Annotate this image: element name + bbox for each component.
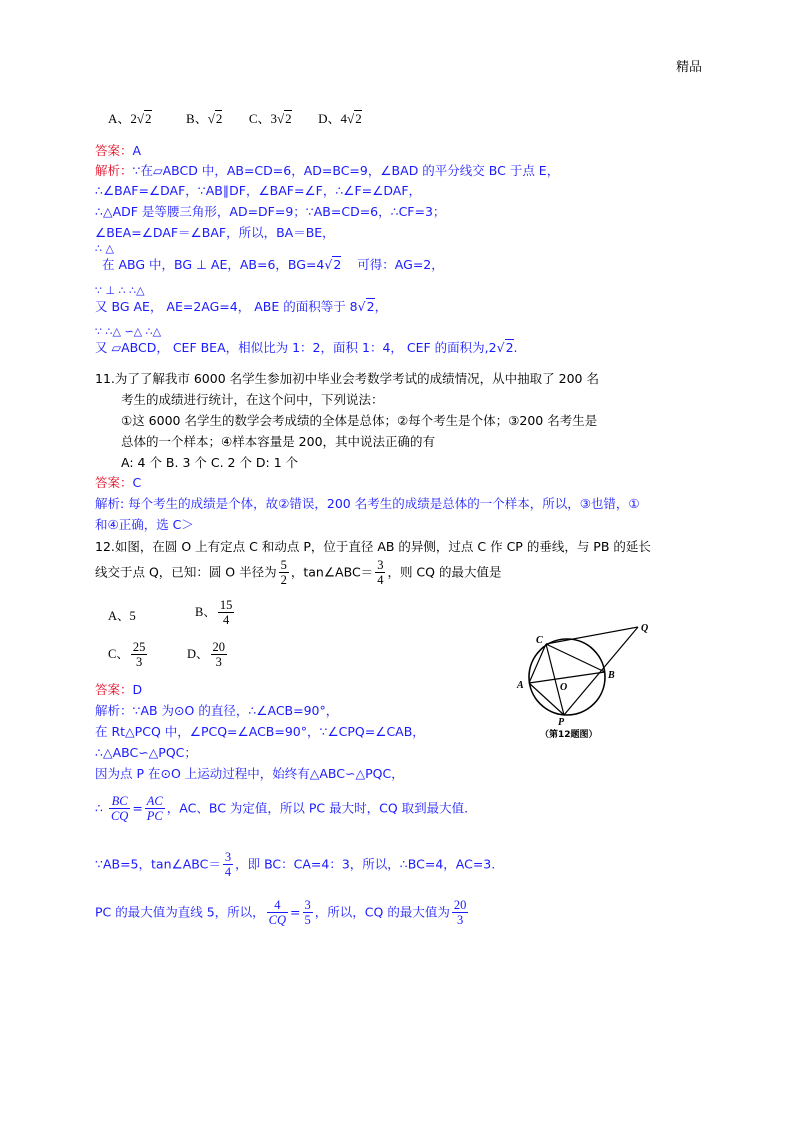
segment-cp: [546, 644, 564, 715]
q12-answer: 答案：D: [95, 682, 143, 697]
q12-line-2: 线交于点 Q，已知：圆 O 半径为 $\frac{5}{2}$ ，tan∠ABC＝ $\frac{3}{4}$ ，则 CQ 的最大值是: [95, 558, 502, 588]
header-brand: 精品: [676, 60, 703, 75]
label-c: C: [536, 635, 543, 646]
label-p: P: [558, 717, 565, 728]
label-o: O: [560, 682, 568, 693]
q12-option-a: A、5: [108, 609, 136, 623]
q12-analysis-line-1: 解析：∵AB 为⊙O 的直径，∴∠ACB=90°，: [95, 703, 339, 718]
q10-answer: 答案：A: [95, 143, 142, 158]
segment-cq: [546, 627, 638, 644]
q10-line-6-symbols: ∵ ⊥ ∴ ∴△: [95, 284, 145, 297]
q11-analysis-line-1: 解析: 每个考生的成绩是个体，故②错误，200 名考生的成绩是总体的一个样本，所以，③也错，①: [95, 496, 640, 511]
q11-options: A: 4 个 B. 3 个 C. 2 个 D: 1 个: [121, 455, 299, 470]
sqrt-symbol: √2: [136, 111, 152, 126]
q11-line-3: ①这 6000 名学生的数学会考成绩的全体是总体；②每个考生是个体；③200 名考生是: [121, 413, 598, 428]
q10-option-d: D、4: [318, 111, 348, 126]
q12-analysis-line-6: ∵AB=5，tan∠ABC＝ $\frac{3}{4}$ ，即 BC：CA=4：3，所以，∴BC=4，AC=3.: [95, 850, 496, 880]
q11-line-1: 11.为了了解我市 6000 名学生参加初中毕业会考数学考试的成绩情况，从中抽取了 200 名: [95, 371, 599, 386]
q10-analysis-line-3: ∴△ADF 是等腰三角形，AD=DF=9；∵AB=CD=6，∴CF=3；: [95, 204, 446, 219]
q12-geometry-figure: [512, 620, 662, 740]
q10-option-c: C、3: [248, 111, 278, 126]
q10-analysis-line-2: ∴∠BAF=∠DAF，∵AB∥DF，∠BAF=∠F，∴∠F=∠DAF，: [95, 183, 422, 198]
q10-analysis-line-6: 又 BG AE， AE=2AG=4， ABE 的面积等于 8√2，: [95, 299, 388, 314]
q11-line-4: 总体的一个样本；④样本容量是 200，其中说法正确的有: [121, 434, 436, 449]
q10-analysis-line-1: 解析：∵在▱ABCD 中，AB=CD=6，AD=BC=9，∠BAD 的平分线交 BC 于点 E，: [95, 163, 560, 178]
q10-analysis-line-4: ∠BEA=∠DAF＝∠BAF，所以，BA＝BE，: [95, 225, 335, 240]
segment-cb: [546, 644, 605, 672]
q12-option-c: C、 $\frac{25}{3}$: [108, 640, 146, 670]
q11-analysis-line-2: 和④正确，选 C＞: [95, 517, 194, 532]
q12-analysis-line-5: ∴ $\frac{BC}{CQ}$ = $\frac{AC}{PC}$ ，AC、BC 为定值，所以 PC 最大时，CQ 取到最大值.: [95, 794, 469, 824]
q12-analysis-line-3: ∴△ABC∽△PQC；: [95, 745, 197, 760]
q10-options: A、2√2 B、√2 C、3√2 D、4√2: [108, 111, 362, 126]
label-b: B: [608, 670, 615, 681]
q10-analysis-line-5: 在 ABG 中，BG ⊥ AE，AB=6，BG=4√2 可得：AG=2，: [102, 257, 444, 272]
q12-analysis-line-7: PC 的最大值为直线 5，所以， $\frac{4}{CQ}$ = $\frac{3}{5}$ ，所以，CQ 的最大值为 $\frac{20}{3}$: [95, 898, 467, 928]
q12-analysis-line-4: 因为点 P 在⊙O 上运动过程中，始终有△ABC∽△PQC，: [95, 766, 404, 781]
label-a: A: [517, 680, 524, 691]
q10-analysis-line-7: 又 ▱ABCD， CEF BEA，相似比为 1：2，面积 1：4， CEF 的面积为,2√2.: [95, 340, 518, 355]
q10-option-a: A、2: [108, 111, 137, 126]
q12-option-d: D、 $\frac{20}{3}$: [187, 640, 226, 670]
label-q: Q: [641, 623, 649, 634]
q12-line-1: 12.如图，在圆 O 上有定点 C 和动点 P，位于直径 AB 的异侧，过点 C 作 CP 的垂线，与 PB 的延长: [95, 539, 651, 554]
q12-analysis-line-2: 在 Rt△PCQ 中，∠PCQ=∠ACB=90°，∵∠CPQ=∠CAB，: [95, 724, 425, 739]
q10-option-b: B、: [186, 111, 208, 126]
q10-line-5-symbols: ∴ △: [95, 242, 114, 255]
segment-ap: [529, 683, 564, 715]
q11-line-2: 考生的成绩进行统计，在这个问中，下列说法：: [121, 392, 384, 407]
q10-line-7-symbols: ∵ ∴△ ∽△ ∴△: [95, 325, 162, 338]
q12-option-b: B、 $\frac{15}{4}$: [195, 598, 233, 628]
figure-caption: （第12题图）: [540, 730, 598, 740]
q11-answer: 答案：C: [95, 475, 142, 490]
